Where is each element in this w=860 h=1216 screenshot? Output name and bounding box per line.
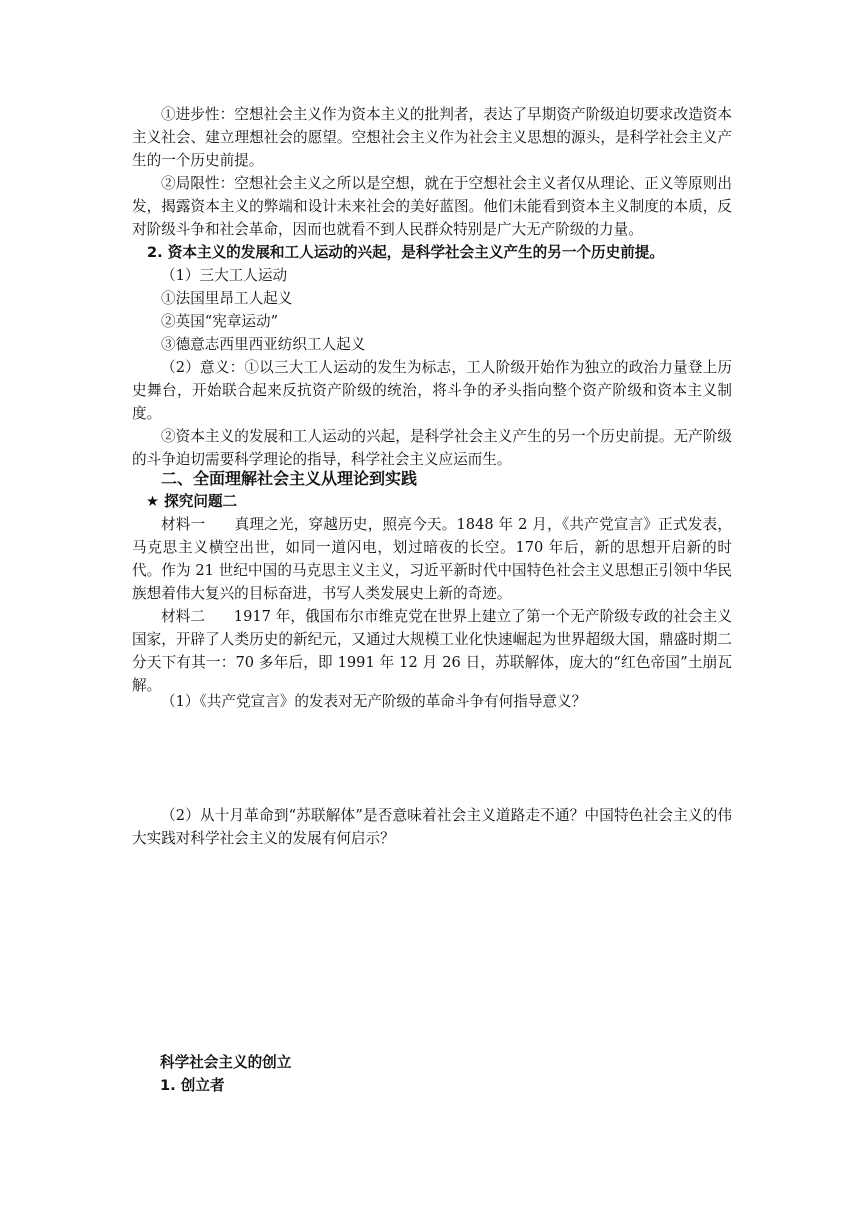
progressiveness-paragraph: ①进步性：空想社会主义作为资本主义的批判者，表达了早期资产阶级迫切要求改造资本主义社会、建立理想社会的愿望。空想社会主义作为社会主义思想的源头，是科学社会主义产生的一个历史前提。 bbox=[132, 106, 732, 169]
significance-paragraph-1: （2）意义：①以三大工人运动的发生为标志，工人阶级开始作为独立的政治力量登上历史舞台，开始联合起来反抗资产阶级的统治，将斗争的矛头指向整个资产阶级和资本主义制度。 bbox=[132, 359, 732, 422]
question-2: （2）从十月革命到“苏联解体”是否意味着社会主义道路走不通？中国特色社会主义的伟大实践对科学社会主义的发展有何启示？ bbox=[132, 807, 732, 847]
premise-heading: 2. 资本主义的发展和工人运动的兴起，是科学社会主义产生的另一个历史前提。 bbox=[147, 244, 664, 261]
movement-item-silesia: ③德意志西里西亚纺织工人起义 bbox=[161, 336, 366, 353]
material-two-label: 材料二 bbox=[161, 608, 206, 625]
section-heading-2: 二、全面理解社会主义从理论到实践 bbox=[161, 469, 418, 488]
bottom-section-title: 科学社会主义的创立 bbox=[160, 1054, 292, 1071]
movement-item-lyon: ①法国里昂工人起义 bbox=[161, 290, 293, 307]
explore-question-heading: ★ 探究问题二 bbox=[146, 493, 238, 510]
material-one-text: 真理之光，穿越历史，照亮今天。1848 年 2 月，《共产党宣言》正式发表，马克思主义横空出世，如同一道闪电，划过暗夜的长空。170 年后，新的思想开启新的时代。作为 21 世纪中国的马克思主义主义，习近平新时代中国特色社会主义思想正引领中华民族想着伟大复兴的目标奋进，书写人类发展史上新的奇迹。 bbox=[132, 516, 732, 602]
question-1: （1）《共产党宣言》的发表对无产阶级的革命斗争有何指导意义？ bbox=[161, 693, 587, 710]
limitation-paragraph: ②局限性：空想社会主义之所以是空想，就在于空想社会主义者仅从理论、正义等原则出发，揭露资本主义的弊端和设计未来社会的美好蓝图。他们未能看到资本主义制度的本质，反对阶级斗争和社会革命，因而也就看不到人民群众特别是广大无产阶级的力量。 bbox=[132, 175, 732, 238]
material-one-label: 材料一 bbox=[161, 516, 206, 533]
material-one-paragraph bbox=[132, 513, 732, 605]
bottom-section-item: 1. 创立者 bbox=[160, 1077, 225, 1094]
material-two-text: 1917 年，俄国布尔市维克党在世界上建立了第一个无产阶级专政的社会主义国家，开辟了人类历史的新纪元，又通过大规模工业化快速崛起为世界超级大国，鼎盛时期二分天下有其一：70 多年后，即 1991 年 12 月 26 日，苏联解体，庞大的“红色帝国”土崩瓦解。 bbox=[132, 608, 732, 694]
significance-paragraph-2: ②资本主义的发展和工人运动的兴起，是科学社会主义产生的另一个历史前提。无产阶级的斗争迫切需要科学理论的指导，科学社会主义应运而生。 bbox=[132, 428, 732, 468]
movement-item-chartism: ②英国“宪章运动” bbox=[161, 313, 279, 330]
three-movements-subheading: （1）三大工人运动 bbox=[161, 267, 288, 284]
material-two-paragraph bbox=[132, 605, 732, 697]
